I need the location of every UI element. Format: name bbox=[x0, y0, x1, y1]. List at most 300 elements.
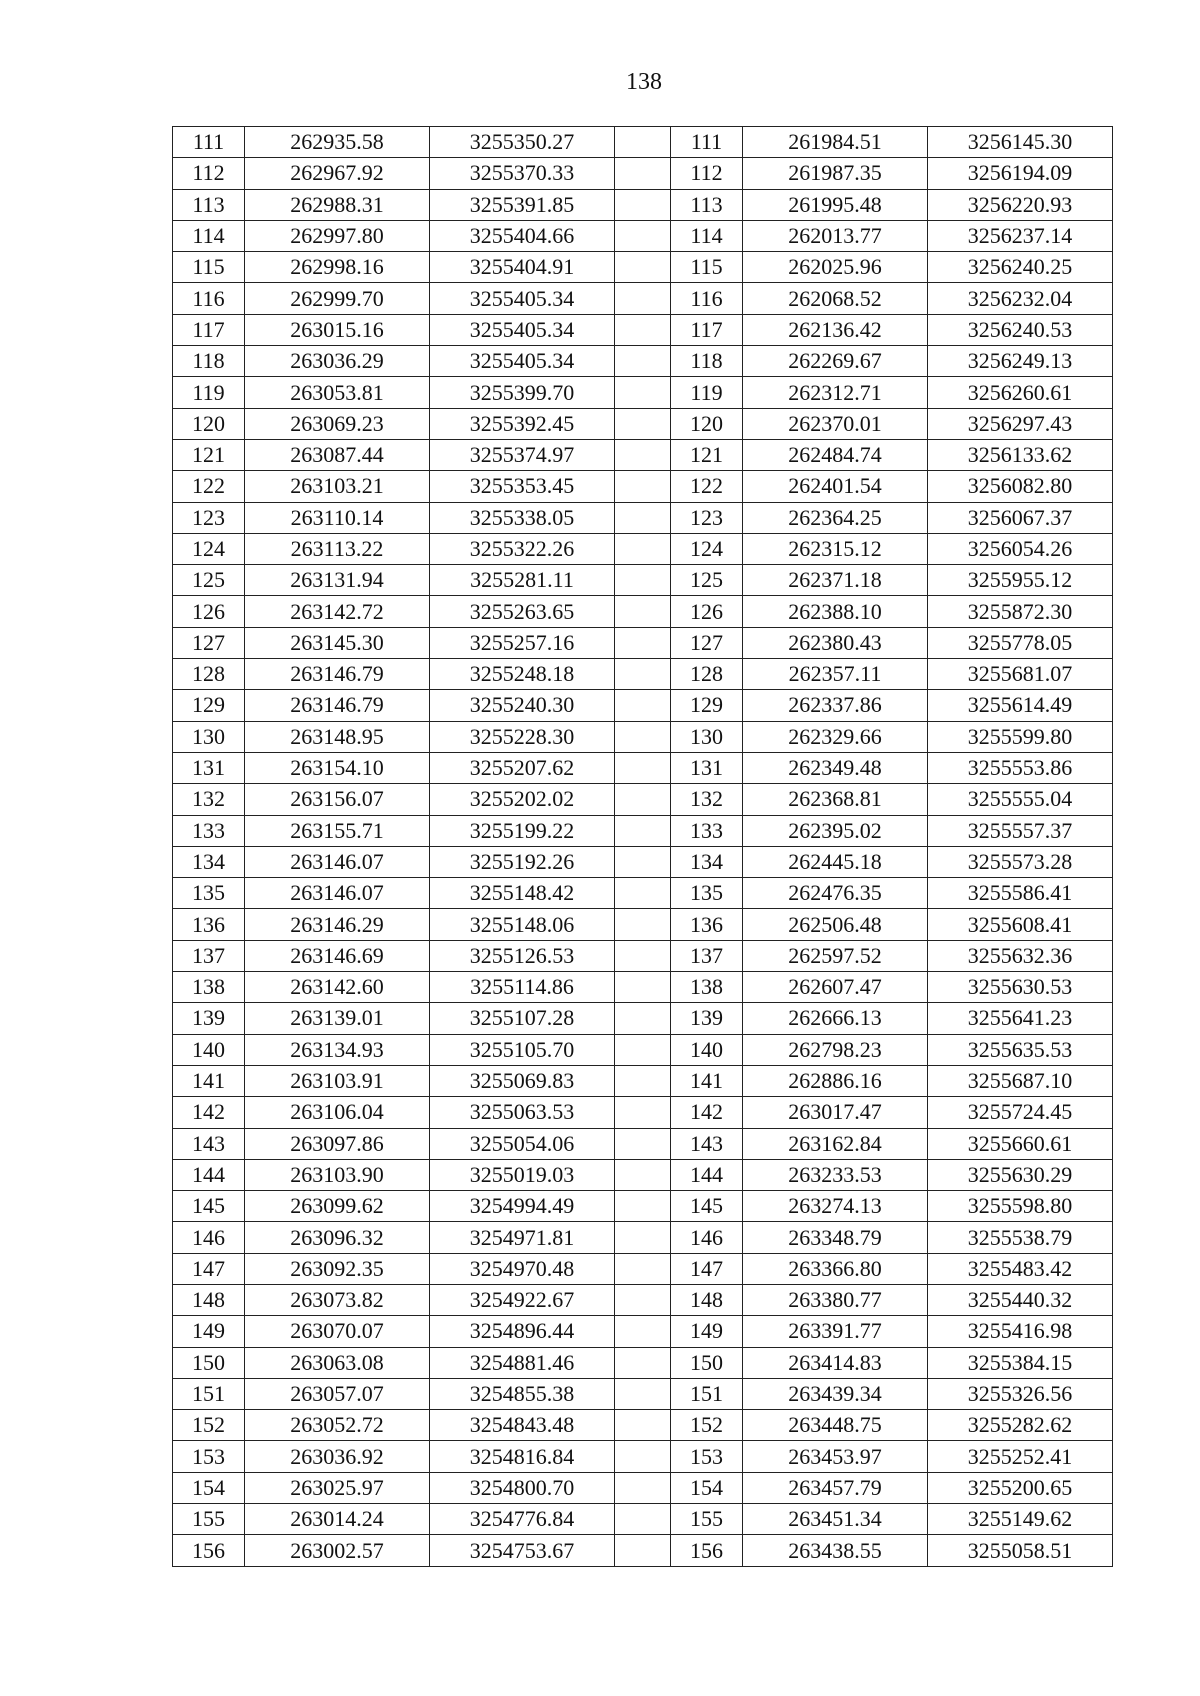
right-y-coordinate-cell: 3255200.65 bbox=[928, 1472, 1113, 1503]
right-y-coordinate-cell: 3255635.53 bbox=[928, 1034, 1113, 1065]
right-x-coordinate-cell: 262388.10 bbox=[743, 596, 928, 627]
right-y-coordinate-cell: 3256249.13 bbox=[928, 346, 1113, 377]
left-y-coordinate-cell: 3255405.34 bbox=[430, 314, 615, 345]
left-y-coordinate-cell: 3255207.62 bbox=[430, 752, 615, 783]
table-gap-cell bbox=[615, 1222, 671, 1253]
left-point-number-cell: 153 bbox=[173, 1441, 245, 1472]
left-point-number-cell: 137 bbox=[173, 940, 245, 971]
table-gap-cell bbox=[615, 1034, 671, 1065]
left-point-number-cell: 136 bbox=[173, 909, 245, 940]
table-gap-cell bbox=[615, 502, 671, 533]
table-gap-cell bbox=[615, 533, 671, 564]
table-row bbox=[173, 846, 1113, 877]
table-row bbox=[173, 752, 1113, 783]
table-gap-cell bbox=[615, 690, 671, 721]
left-x-coordinate-cell: 263097.86 bbox=[245, 1128, 430, 1159]
table-gap-cell bbox=[615, 1191, 671, 1222]
left-point-number-cell: 119 bbox=[173, 377, 245, 408]
table-gap-cell bbox=[615, 283, 671, 314]
left-x-coordinate-cell: 263087.44 bbox=[245, 439, 430, 470]
left-point-number-cell: 139 bbox=[173, 1003, 245, 1034]
left-point-number-cell: 145 bbox=[173, 1191, 245, 1222]
right-y-coordinate-cell: 3255252.41 bbox=[928, 1441, 1113, 1472]
right-x-coordinate-cell: 262666.13 bbox=[743, 1003, 928, 1034]
table-gap-cell bbox=[615, 1472, 671, 1503]
left-x-coordinate-cell: 263103.21 bbox=[245, 471, 430, 502]
table-row bbox=[173, 502, 1113, 533]
left-y-coordinate-cell: 3255350.27 bbox=[430, 127, 615, 158]
table-row bbox=[173, 878, 1113, 909]
right-point-number-cell: 132 bbox=[671, 784, 743, 815]
left-point-number-cell: 141 bbox=[173, 1065, 245, 1096]
right-x-coordinate-cell: 262476.35 bbox=[743, 878, 928, 909]
right-x-coordinate-cell: 262337.86 bbox=[743, 690, 928, 721]
left-point-number-cell: 124 bbox=[173, 533, 245, 564]
right-x-coordinate-cell: 262506.48 bbox=[743, 909, 928, 940]
right-point-number-cell: 124 bbox=[671, 533, 743, 564]
right-x-coordinate-cell: 263453.97 bbox=[743, 1441, 928, 1472]
right-y-coordinate-cell: 3255483.42 bbox=[928, 1253, 1113, 1284]
left-y-coordinate-cell: 3254994.49 bbox=[430, 1191, 615, 1222]
table-row bbox=[173, 1097, 1113, 1128]
left-x-coordinate-cell: 263145.30 bbox=[245, 627, 430, 658]
left-point-number-cell: 121 bbox=[173, 439, 245, 470]
left-x-coordinate-cell: 263036.92 bbox=[245, 1441, 430, 1472]
left-point-number-cell: 150 bbox=[173, 1347, 245, 1378]
table-gap-cell bbox=[615, 1065, 671, 1096]
table-row bbox=[173, 346, 1113, 377]
left-point-number-cell: 149 bbox=[173, 1316, 245, 1347]
left-y-coordinate-cell: 3254843.48 bbox=[430, 1410, 615, 1441]
right-y-coordinate-cell: 3256297.43 bbox=[928, 408, 1113, 439]
right-x-coordinate-cell: 262445.18 bbox=[743, 846, 928, 877]
left-x-coordinate-cell: 263134.93 bbox=[245, 1034, 430, 1065]
right-point-number-cell: 115 bbox=[671, 252, 743, 283]
left-y-coordinate-cell: 3254922.67 bbox=[430, 1284, 615, 1315]
right-x-coordinate-cell: 263438.55 bbox=[743, 1535, 928, 1566]
right-x-coordinate-cell: 262484.74 bbox=[743, 439, 928, 470]
left-point-number-cell: 151 bbox=[173, 1378, 245, 1409]
left-y-coordinate-cell: 3254776.84 bbox=[430, 1504, 615, 1535]
table-gap-cell bbox=[615, 565, 671, 596]
table-row bbox=[173, 377, 1113, 408]
left-point-number-cell: 155 bbox=[173, 1504, 245, 1535]
left-point-number-cell: 116 bbox=[173, 283, 245, 314]
right-y-coordinate-cell: 3255555.04 bbox=[928, 784, 1113, 815]
left-x-coordinate-cell: 263146.29 bbox=[245, 909, 430, 940]
right-y-coordinate-cell: 3256054.26 bbox=[928, 533, 1113, 564]
table-row bbox=[173, 940, 1113, 971]
right-point-number-cell: 137 bbox=[671, 940, 743, 971]
right-point-number-cell: 117 bbox=[671, 314, 743, 345]
left-y-coordinate-cell: 3255263.65 bbox=[430, 596, 615, 627]
right-y-coordinate-cell: 3255660.61 bbox=[928, 1128, 1113, 1159]
right-x-coordinate-cell: 262269.67 bbox=[743, 346, 928, 377]
right-y-coordinate-cell: 3255149.62 bbox=[928, 1504, 1113, 1535]
left-y-coordinate-cell: 3255404.91 bbox=[430, 252, 615, 283]
right-x-coordinate-cell: 262607.47 bbox=[743, 972, 928, 1003]
left-point-number-cell: 156 bbox=[173, 1535, 245, 1566]
left-y-coordinate-cell: 3255391.85 bbox=[430, 189, 615, 220]
left-y-coordinate-cell: 3255199.22 bbox=[430, 815, 615, 846]
left-point-number-cell: 118 bbox=[173, 346, 245, 377]
coordinate-table-body bbox=[173, 127, 1113, 1567]
left-y-coordinate-cell: 3254800.70 bbox=[430, 1472, 615, 1503]
table-row bbox=[173, 1222, 1113, 1253]
table-row bbox=[173, 909, 1113, 940]
left-x-coordinate-cell: 263057.07 bbox=[245, 1378, 430, 1409]
table-gap-cell bbox=[615, 377, 671, 408]
left-x-coordinate-cell: 263052.72 bbox=[245, 1410, 430, 1441]
table-gap-cell bbox=[615, 659, 671, 690]
left-point-number-cell: 147 bbox=[173, 1253, 245, 1284]
table-row bbox=[173, 627, 1113, 658]
right-x-coordinate-cell: 262368.81 bbox=[743, 784, 928, 815]
right-point-number-cell: 125 bbox=[671, 565, 743, 596]
left-point-number-cell: 134 bbox=[173, 846, 245, 877]
right-y-coordinate-cell: 3256067.37 bbox=[928, 502, 1113, 533]
table-gap-cell bbox=[615, 1097, 671, 1128]
table-row bbox=[173, 1535, 1113, 1566]
left-y-coordinate-cell: 3255353.45 bbox=[430, 471, 615, 502]
left-point-number-cell: 144 bbox=[173, 1159, 245, 1190]
left-x-coordinate-cell: 263139.01 bbox=[245, 1003, 430, 1034]
right-point-number-cell: 131 bbox=[671, 752, 743, 783]
table-row bbox=[173, 721, 1113, 752]
left-point-number-cell: 135 bbox=[173, 878, 245, 909]
left-x-coordinate-cell: 263096.32 bbox=[245, 1222, 430, 1253]
right-y-coordinate-cell: 3255573.28 bbox=[928, 846, 1113, 877]
right-point-number-cell: 143 bbox=[671, 1128, 743, 1159]
table-row bbox=[173, 815, 1113, 846]
left-point-number-cell: 126 bbox=[173, 596, 245, 627]
table-row bbox=[173, 1504, 1113, 1535]
left-x-coordinate-cell: 262988.31 bbox=[245, 189, 430, 220]
right-x-coordinate-cell: 262401.54 bbox=[743, 471, 928, 502]
table-row bbox=[173, 1316, 1113, 1347]
table-gap-cell bbox=[615, 471, 671, 502]
left-x-coordinate-cell: 263156.07 bbox=[245, 784, 430, 815]
left-x-coordinate-cell: 262935.58 bbox=[245, 127, 430, 158]
left-x-coordinate-cell: 263106.04 bbox=[245, 1097, 430, 1128]
right-point-number-cell: 130 bbox=[671, 721, 743, 752]
left-x-coordinate-cell: 263069.23 bbox=[245, 408, 430, 439]
left-point-number-cell: 129 bbox=[173, 690, 245, 721]
right-point-number-cell: 128 bbox=[671, 659, 743, 690]
table-gap-cell bbox=[615, 1284, 671, 1315]
right-x-coordinate-cell: 263439.34 bbox=[743, 1378, 928, 1409]
right-point-number-cell: 114 bbox=[671, 220, 743, 251]
left-y-coordinate-cell: 3255192.26 bbox=[430, 846, 615, 877]
table-row bbox=[173, 533, 1113, 564]
table-gap-cell bbox=[615, 127, 671, 158]
right-x-coordinate-cell: 262025.96 bbox=[743, 252, 928, 283]
left-point-number-cell: 131 bbox=[173, 752, 245, 783]
right-point-number-cell: 111 bbox=[671, 127, 743, 158]
right-y-coordinate-cell: 3256232.04 bbox=[928, 283, 1113, 314]
right-y-coordinate-cell: 3255599.80 bbox=[928, 721, 1113, 752]
left-y-coordinate-cell: 3254896.44 bbox=[430, 1316, 615, 1347]
right-point-number-cell: 134 bbox=[671, 846, 743, 877]
right-point-number-cell: 126 bbox=[671, 596, 743, 627]
right-x-coordinate-cell: 261987.35 bbox=[743, 158, 928, 189]
table-gap-cell bbox=[615, 1316, 671, 1347]
left-x-coordinate-cell: 263113.22 bbox=[245, 533, 430, 564]
left-y-coordinate-cell: 3255019.03 bbox=[430, 1159, 615, 1190]
table-row bbox=[173, 1065, 1113, 1096]
left-point-number-cell: 125 bbox=[173, 565, 245, 596]
left-x-coordinate-cell: 262997.80 bbox=[245, 220, 430, 251]
left-point-number-cell: 115 bbox=[173, 252, 245, 283]
right-x-coordinate-cell: 262068.52 bbox=[743, 283, 928, 314]
table-row bbox=[173, 1441, 1113, 1472]
table-gap-cell bbox=[615, 1159, 671, 1190]
right-y-coordinate-cell: 3256194.09 bbox=[928, 158, 1113, 189]
right-point-number-cell: 152 bbox=[671, 1410, 743, 1441]
left-y-coordinate-cell: 3255248.18 bbox=[430, 659, 615, 690]
left-point-number-cell: 130 bbox=[173, 721, 245, 752]
table-gap-cell bbox=[615, 1128, 671, 1159]
table-row bbox=[173, 158, 1113, 189]
right-y-coordinate-cell: 3255326.56 bbox=[928, 1378, 1113, 1409]
left-y-coordinate-cell: 3255338.05 bbox=[430, 502, 615, 533]
right-y-coordinate-cell: 3255440.32 bbox=[928, 1284, 1113, 1315]
table-gap-cell bbox=[615, 439, 671, 470]
table-gap-cell bbox=[615, 846, 671, 877]
left-point-number-cell: 132 bbox=[173, 784, 245, 815]
right-y-coordinate-cell: 3255416.98 bbox=[928, 1316, 1113, 1347]
right-y-coordinate-cell: 3255630.53 bbox=[928, 972, 1113, 1003]
left-y-coordinate-cell: 3254753.67 bbox=[430, 1535, 615, 1566]
right-y-coordinate-cell: 3255553.86 bbox=[928, 752, 1113, 783]
right-y-coordinate-cell: 3255681.07 bbox=[928, 659, 1113, 690]
left-point-number-cell: 140 bbox=[173, 1034, 245, 1065]
left-point-number-cell: 120 bbox=[173, 408, 245, 439]
left-x-coordinate-cell: 263014.24 bbox=[245, 1504, 430, 1535]
right-y-coordinate-cell: 3255687.10 bbox=[928, 1065, 1113, 1096]
table-row bbox=[173, 1159, 1113, 1190]
left-point-number-cell: 152 bbox=[173, 1410, 245, 1441]
left-y-coordinate-cell: 3255322.26 bbox=[430, 533, 615, 564]
right-point-number-cell: 139 bbox=[671, 1003, 743, 1034]
table-gap-cell bbox=[615, 909, 671, 940]
left-x-coordinate-cell: 263073.82 bbox=[245, 1284, 430, 1315]
right-x-coordinate-cell: 263391.77 bbox=[743, 1316, 928, 1347]
right-point-number-cell: 146 bbox=[671, 1222, 743, 1253]
right-x-coordinate-cell: 262395.02 bbox=[743, 815, 928, 846]
right-point-number-cell: 140 bbox=[671, 1034, 743, 1065]
left-point-number-cell: 111 bbox=[173, 127, 245, 158]
right-x-coordinate-cell: 262329.66 bbox=[743, 721, 928, 752]
left-x-coordinate-cell: 263146.79 bbox=[245, 659, 430, 690]
left-y-coordinate-cell: 3254971.81 bbox=[430, 1222, 615, 1253]
right-x-coordinate-cell: 262886.16 bbox=[743, 1065, 928, 1096]
table-gap-cell bbox=[615, 1535, 671, 1566]
right-point-number-cell: 156 bbox=[671, 1535, 743, 1566]
left-x-coordinate-cell: 263103.90 bbox=[245, 1159, 430, 1190]
right-point-number-cell: 153 bbox=[671, 1441, 743, 1472]
left-point-number-cell: 122 bbox=[173, 471, 245, 502]
right-y-coordinate-cell: 3256260.61 bbox=[928, 377, 1113, 408]
table-gap-cell bbox=[615, 1003, 671, 1034]
left-y-coordinate-cell: 3254855.38 bbox=[430, 1378, 615, 1409]
right-point-number-cell: 154 bbox=[671, 1472, 743, 1503]
table-gap-cell bbox=[615, 878, 671, 909]
table-row bbox=[173, 1347, 1113, 1378]
table-row bbox=[173, 252, 1113, 283]
right-y-coordinate-cell: 3256133.62 bbox=[928, 439, 1113, 470]
table-gap-cell bbox=[615, 627, 671, 658]
right-y-coordinate-cell: 3255778.05 bbox=[928, 627, 1113, 658]
right-point-number-cell: 113 bbox=[671, 189, 743, 220]
right-y-coordinate-cell: 3255608.41 bbox=[928, 909, 1113, 940]
right-point-number-cell: 145 bbox=[671, 1191, 743, 1222]
right-point-number-cell: 144 bbox=[671, 1159, 743, 1190]
table-gap-cell bbox=[615, 1410, 671, 1441]
left-point-number-cell: 133 bbox=[173, 815, 245, 846]
right-x-coordinate-cell: 262597.52 bbox=[743, 940, 928, 971]
left-y-coordinate-cell: 3255148.06 bbox=[430, 909, 615, 940]
right-point-number-cell: 120 bbox=[671, 408, 743, 439]
left-y-coordinate-cell: 3255105.70 bbox=[430, 1034, 615, 1065]
table-gap-cell bbox=[615, 346, 671, 377]
left-x-coordinate-cell: 263146.79 bbox=[245, 690, 430, 721]
right-x-coordinate-cell: 263017.47 bbox=[743, 1097, 928, 1128]
left-y-coordinate-cell: 3254881.46 bbox=[430, 1347, 615, 1378]
right-x-coordinate-cell: 262370.01 bbox=[743, 408, 928, 439]
right-y-coordinate-cell: 3255538.79 bbox=[928, 1222, 1113, 1253]
left-y-coordinate-cell: 3255405.34 bbox=[430, 346, 615, 377]
left-y-coordinate-cell: 3255063.53 bbox=[430, 1097, 615, 1128]
right-y-coordinate-cell: 3255282.62 bbox=[928, 1410, 1113, 1441]
left-x-coordinate-cell: 263155.71 bbox=[245, 815, 430, 846]
table-row bbox=[173, 565, 1113, 596]
right-x-coordinate-cell: 263380.77 bbox=[743, 1284, 928, 1315]
right-y-coordinate-cell: 3255614.49 bbox=[928, 690, 1113, 721]
right-x-coordinate-cell: 261984.51 bbox=[743, 127, 928, 158]
left-point-number-cell: 148 bbox=[173, 1284, 245, 1315]
table-row bbox=[173, 972, 1113, 1003]
left-point-number-cell: 117 bbox=[173, 314, 245, 345]
right-y-coordinate-cell: 3255557.37 bbox=[928, 815, 1113, 846]
right-x-coordinate-cell: 263162.84 bbox=[743, 1128, 928, 1159]
left-x-coordinate-cell: 263146.07 bbox=[245, 878, 430, 909]
page-number: 138 bbox=[626, 69, 662, 95]
right-x-coordinate-cell: 263414.83 bbox=[743, 1347, 928, 1378]
right-point-number-cell: 121 bbox=[671, 439, 743, 470]
left-y-coordinate-cell: 3255054.06 bbox=[430, 1128, 615, 1159]
left-point-number-cell: 146 bbox=[173, 1222, 245, 1253]
left-y-coordinate-cell: 3255374.97 bbox=[430, 439, 615, 470]
right-x-coordinate-cell: 262798.23 bbox=[743, 1034, 928, 1065]
table-row bbox=[173, 1378, 1113, 1409]
table-gap-cell bbox=[615, 972, 671, 1003]
right-x-coordinate-cell: 261995.48 bbox=[743, 189, 928, 220]
right-x-coordinate-cell: 262136.42 bbox=[743, 314, 928, 345]
table-gap-cell bbox=[615, 158, 671, 189]
right-point-number-cell: 112 bbox=[671, 158, 743, 189]
right-point-number-cell: 138 bbox=[671, 972, 743, 1003]
left-x-coordinate-cell: 263142.72 bbox=[245, 596, 430, 627]
right-point-number-cell: 151 bbox=[671, 1378, 743, 1409]
right-point-number-cell: 149 bbox=[671, 1316, 743, 1347]
left-point-number-cell: 138 bbox=[173, 972, 245, 1003]
left-point-number-cell: 112 bbox=[173, 158, 245, 189]
left-x-coordinate-cell: 263103.91 bbox=[245, 1065, 430, 1096]
left-y-coordinate-cell: 3254816.84 bbox=[430, 1441, 615, 1472]
left-y-coordinate-cell: 3255281.11 bbox=[430, 565, 615, 596]
table-gap-cell bbox=[615, 940, 671, 971]
table-gap-cell bbox=[615, 752, 671, 783]
table-gap-cell bbox=[615, 1253, 671, 1284]
right-x-coordinate-cell: 262315.12 bbox=[743, 533, 928, 564]
right-x-coordinate-cell: 263366.80 bbox=[743, 1253, 928, 1284]
table-gap-cell bbox=[615, 220, 671, 251]
table-gap-cell bbox=[615, 721, 671, 752]
left-point-number-cell: 123 bbox=[173, 502, 245, 533]
table-gap-cell bbox=[615, 408, 671, 439]
right-y-coordinate-cell: 3255872.30 bbox=[928, 596, 1113, 627]
left-x-coordinate-cell: 263063.08 bbox=[245, 1347, 430, 1378]
table-row bbox=[173, 283, 1113, 314]
left-y-coordinate-cell: 3255202.02 bbox=[430, 784, 615, 815]
right-y-coordinate-cell: 3255384.15 bbox=[928, 1347, 1113, 1378]
right-x-coordinate-cell: 263451.34 bbox=[743, 1504, 928, 1535]
table-row bbox=[173, 1472, 1113, 1503]
right-point-number-cell: 155 bbox=[671, 1504, 743, 1535]
right-x-coordinate-cell: 262364.25 bbox=[743, 502, 928, 533]
right-point-number-cell: 116 bbox=[671, 283, 743, 314]
left-y-coordinate-cell: 3255392.45 bbox=[430, 408, 615, 439]
left-x-coordinate-cell: 263110.14 bbox=[245, 502, 430, 533]
right-y-coordinate-cell: 3256220.93 bbox=[928, 189, 1113, 220]
table-row bbox=[173, 1034, 1113, 1065]
table-row bbox=[173, 596, 1113, 627]
right-y-coordinate-cell: 3255630.29 bbox=[928, 1159, 1113, 1190]
left-point-number-cell: 114 bbox=[173, 220, 245, 251]
table-gap-cell bbox=[615, 189, 671, 220]
table-gap-cell bbox=[615, 314, 671, 345]
table-gap-cell bbox=[615, 1504, 671, 1535]
table-row bbox=[173, 1128, 1113, 1159]
right-x-coordinate-cell: 263457.79 bbox=[743, 1472, 928, 1503]
right-point-number-cell: 150 bbox=[671, 1347, 743, 1378]
left-x-coordinate-cell: 263002.57 bbox=[245, 1535, 430, 1566]
left-y-coordinate-cell: 3255240.30 bbox=[430, 690, 615, 721]
left-y-coordinate-cell: 3255228.30 bbox=[430, 721, 615, 752]
right-y-coordinate-cell: 3256145.30 bbox=[928, 127, 1113, 158]
right-y-coordinate-cell: 3255955.12 bbox=[928, 565, 1113, 596]
table-row bbox=[173, 471, 1113, 502]
table-row bbox=[173, 659, 1113, 690]
right-y-coordinate-cell: 3255598.80 bbox=[928, 1191, 1113, 1222]
right-point-number-cell: 133 bbox=[671, 815, 743, 846]
left-x-coordinate-cell: 262967.92 bbox=[245, 158, 430, 189]
table-row bbox=[173, 784, 1113, 815]
right-point-number-cell: 148 bbox=[671, 1284, 743, 1315]
left-x-coordinate-cell: 263092.35 bbox=[245, 1253, 430, 1284]
right-point-number-cell: 129 bbox=[671, 690, 743, 721]
left-point-number-cell: 154 bbox=[173, 1472, 245, 1503]
left-x-coordinate-cell: 263148.95 bbox=[245, 721, 430, 752]
left-y-coordinate-cell: 3255257.16 bbox=[430, 627, 615, 658]
table-row bbox=[173, 690, 1113, 721]
left-x-coordinate-cell: 263025.97 bbox=[245, 1472, 430, 1503]
left-x-coordinate-cell: 263131.94 bbox=[245, 565, 430, 596]
right-point-number-cell: 141 bbox=[671, 1065, 743, 1096]
left-x-coordinate-cell: 263070.07 bbox=[245, 1316, 430, 1347]
left-y-coordinate-cell: 3255126.53 bbox=[430, 940, 615, 971]
